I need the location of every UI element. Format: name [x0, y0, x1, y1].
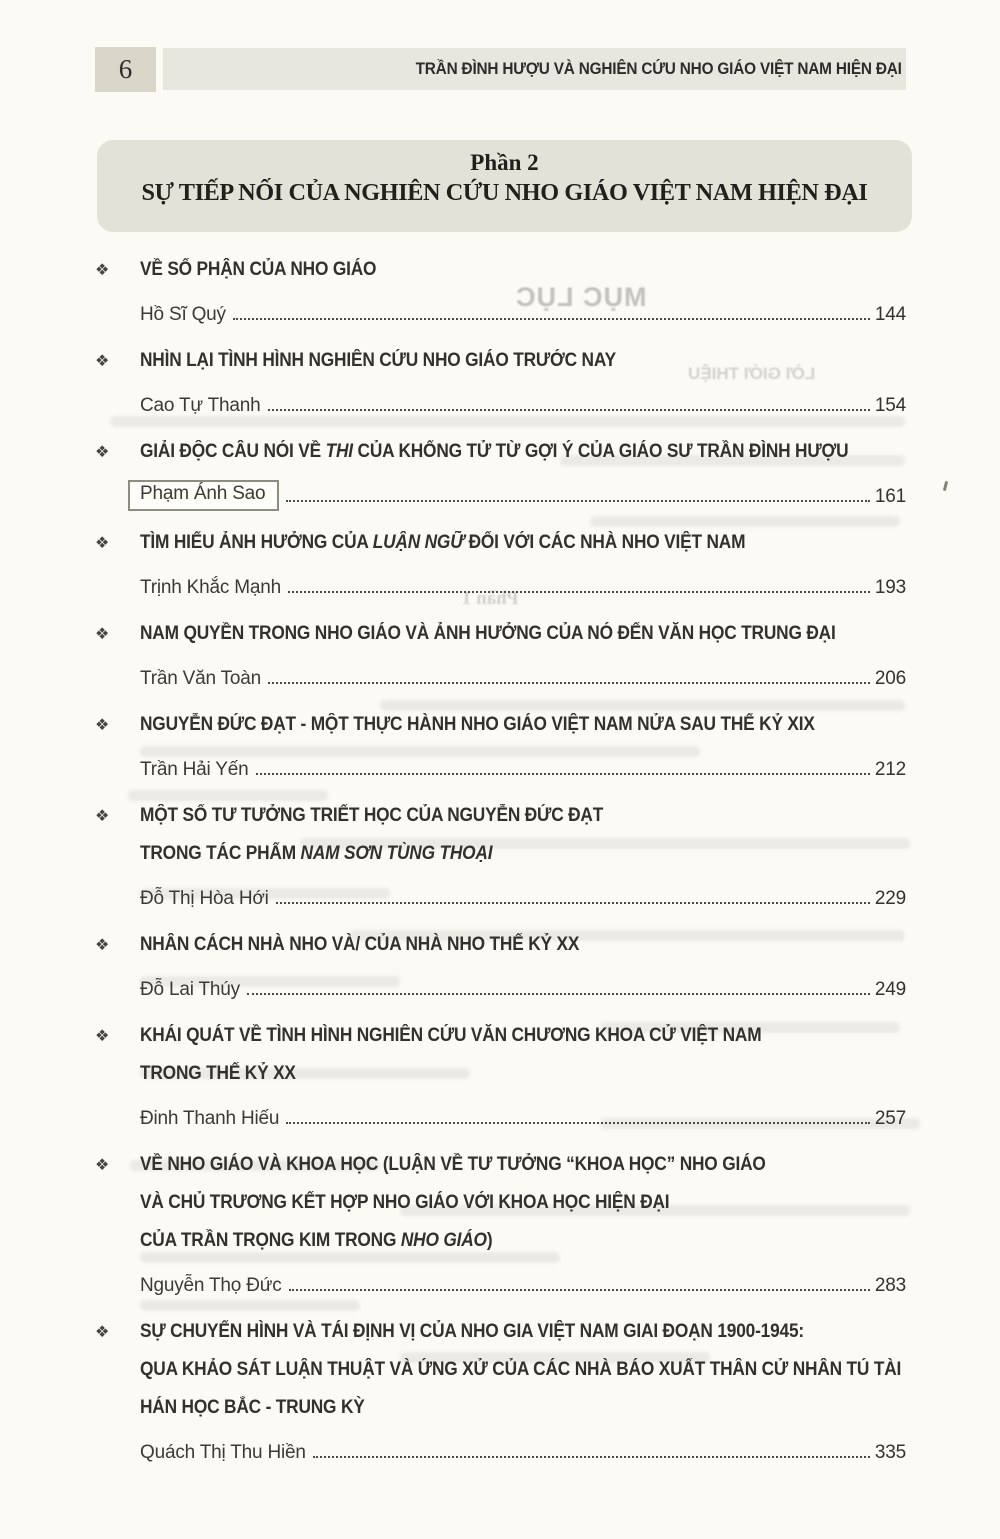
entry-page-number: 335	[874, 1442, 906, 1463]
toc-entry	[95, 433, 906, 511]
entry-page-number: 283	[874, 1275, 906, 1296]
entry-title-segment: VỀ NHO GIÁO VÀ KHOA HỌC (LUẬN VỀ TƯ TƯỞNG “KHOA HỌC” NHO GIÁO	[140, 1154, 766, 1175]
bleed-through-text-loi-gioi-thieu: LỜI GIỚI THIỆU	[688, 364, 816, 383]
entry-title-line	[140, 615, 837, 653]
entry-title-line	[140, 706, 837, 744]
author-name: Nguyễn Thọ Đức	[140, 1275, 282, 1296]
bullet-diamond-icon: ❖	[95, 442, 110, 461]
entry-author-row	[140, 873, 906, 913]
entry-page-number: 193	[874, 577, 906, 598]
bleed-through-text-muc-luc: MỤC LỤC	[515, 282, 647, 312]
toc-entry-body	[140, 797, 906, 913]
author-name: Đinh Thanh Hiếu	[140, 1108, 280, 1129]
entry-title-segment: NHÌN LẠI TÌNH HÌNH NGHIÊN CỨU NHO GIÁO TRƯỚC NAY	[140, 350, 616, 371]
entry-title-line	[140, 1184, 837, 1222]
toc-entry	[95, 797, 906, 913]
dotted-leader	[289, 1289, 870, 1291]
toc-entry-body	[140, 615, 906, 693]
entry-title-line	[140, 1222, 837, 1260]
entry-author-row	[140, 1260, 906, 1300]
entry-page-number: 212	[874, 759, 906, 780]
toc-entry-body	[140, 251, 906, 329]
entry-title-line	[140, 433, 849, 471]
running-header-band	[163, 48, 906, 90]
entry-title-line	[140, 1313, 837, 1351]
entry-title-line	[140, 1146, 837, 1184]
entry-author-row	[140, 289, 906, 329]
entry-title-segment: QUA KHẢO SÁT LUẬN THUẬT VÀ ỨNG XỬ CỦA CÁC NHÀ BÁO XUẤT THÂN CỬ NHÂN TÚ TÀI	[140, 1359, 902, 1380]
entry-author-row	[140, 964, 906, 1004]
toc-entry	[95, 342, 906, 420]
toc-entry	[95, 706, 906, 784]
entry-author-row	[140, 1093, 906, 1133]
bullet-diamond-icon: ❖	[95, 1155, 110, 1174]
author-name-boxed: Phạm Ánh Sao	[128, 480, 279, 511]
dotted-leader	[247, 993, 870, 995]
toc-entry	[95, 524, 906, 602]
entry-page-number: 229	[874, 888, 906, 909]
dotted-leader	[276, 902, 870, 904]
entry-title-segment: ĐỐI VỚI CÁC NHÀ NHO VIỆT NAM	[463, 532, 746, 553]
author-name: Cao Tự Thanh	[140, 395, 261, 416]
toc-entry-body	[140, 1146, 906, 1300]
entry-title-line	[140, 1055, 837, 1093]
entry-page-number: 154	[874, 395, 906, 416]
entry-title-segment: TRONG TÁC PHẨM	[140, 843, 301, 864]
toc-entry	[95, 926, 906, 1004]
entry-title-segment: )	[486, 1230, 493, 1251]
entry-title-segment: GIẢI ĐỘC CÂU NÓI VỀ	[140, 441, 326, 462]
dotted-leader	[313, 1456, 870, 1458]
toc-entry-body	[140, 1017, 906, 1133]
entry-title-italic-segment: NHO GIÁO	[400, 1230, 487, 1251]
dotted-leader	[268, 409, 870, 411]
entry-title-segment: HÁN HỌC BẮC - TRUNG KỲ	[140, 1397, 365, 1418]
running-header-title: TRẦN ĐÌNH HƯỢU VÀ NGHIÊN CỨU NHO GIÁO VIỆT NAM HIỆN ĐẠI	[415, 59, 902, 78]
entry-title-line	[140, 1351, 902, 1389]
entry-title-line	[140, 1017, 837, 1055]
entry-title-segment: NAM QUYỀN TRONG NHO GIÁO VÀ ẢNH HƯỞNG CỦA NÓ ĐẾN VĂN HỌC TRUNG ĐẠI	[140, 623, 836, 644]
entry-title-italic-segment: THI	[325, 441, 353, 462]
entry-author-row	[140, 380, 906, 420]
entry-title-line	[140, 835, 837, 873]
toc-entry	[95, 1017, 906, 1133]
entry-title-line	[140, 524, 837, 562]
entry-author-row	[140, 471, 906, 511]
section-title: SỰ TIẾP NỐI CỦA NGHIÊN CỨU NHO GIÁO VIỆT NAM HIỆN ĐẠI	[141, 179, 868, 206]
toc-entry-body	[140, 433, 906, 511]
author-name: Trịnh Khắc Mạnh	[140, 577, 281, 598]
entry-title-line	[140, 1389, 837, 1427]
part-label: Phần 2	[470, 150, 539, 175]
entry-author-row	[140, 744, 906, 784]
entry-title-segment: SỰ CHUYỂN HÌNH VÀ TÁI ĐỊNH VỊ CỦA NHO GIA VIỆT NAM GIAI ĐOẠN 1900-1945:	[140, 1321, 804, 1342]
toc-entry-body	[140, 524, 906, 602]
toc-entry	[95, 615, 906, 693]
author-name: Trần Văn Toàn	[140, 668, 261, 689]
author-name: Đỗ Thị Hòa Hới	[140, 888, 269, 909]
entry-page-number: 144	[874, 304, 906, 325]
dotted-leader	[286, 500, 869, 502]
toc-entry-body	[140, 1313, 906, 1467]
entry-author-row	[140, 653, 906, 693]
bullet-diamond-icon: ❖	[95, 1026, 110, 1045]
entry-title-line	[140, 926, 837, 964]
dotted-leader	[288, 591, 870, 593]
author-name: Đỗ Lai Thúy	[140, 979, 240, 1000]
entry-title-line	[140, 251, 837, 289]
entry-page-number: 161	[874, 486, 906, 507]
page-number-box	[95, 47, 156, 92]
entry-title-line	[140, 342, 837, 380]
author-name: Hồ Sĩ Quý	[140, 304, 226, 325]
entry-title-segment: NGUYỄN ĐỨC ĐẠT - MỘT THỰC HÀNH NHO GIÁO VIỆT NAM NỬA SAU THẾ KỶ XIX	[140, 714, 815, 735]
bleed-through-text-phan-1: Phần 1	[462, 588, 519, 609]
entry-page-number: 257	[874, 1108, 906, 1129]
entry-title-segment: KHÁI QUÁT VỀ TÌNH HÌNH NGHIÊN CỨU VĂN CHƯƠNG KHOA CỬ VIỆT NAM	[140, 1025, 762, 1046]
bullet-diamond-icon: ❖	[95, 715, 110, 734]
bullet-diamond-icon: ❖	[95, 351, 110, 370]
entry-title-line	[140, 797, 837, 835]
entry-title-segment: CỦA TRẦN TRỌNG KIM TRONG	[140, 1230, 401, 1251]
entry-title-segment: CỦA KHỔNG TỬ TỪ GỢI Ý CỦA GIÁO SƯ TRẦN ĐÌNH HƯỢU	[352, 441, 849, 462]
stray-ink-mark	[943, 481, 948, 491]
author-name: Trần Hải Yến	[140, 759, 249, 780]
entry-title-italic-segment: NAM SƠN TÙNG THOẠI	[300, 843, 493, 864]
bullet-diamond-icon: ❖	[95, 533, 110, 552]
toc-list	[95, 251, 906, 1480]
toc-entry	[95, 251, 906, 329]
dotted-leader	[256, 773, 870, 775]
toc-entry-body	[140, 926, 906, 1004]
dotted-leader	[233, 318, 870, 320]
bullet-diamond-icon: ❖	[95, 624, 110, 643]
bullet-diamond-icon: ❖	[95, 935, 110, 954]
entry-page-number: 206	[874, 668, 906, 689]
entry-author-row	[140, 1427, 906, 1467]
dotted-leader	[268, 682, 870, 684]
entry-page-number: 249	[874, 979, 906, 1000]
toc-entry	[95, 1146, 906, 1300]
page-number: 6	[118, 54, 133, 84]
entry-title-segment: MỘT SỐ TƯ TƯỞNG TRIẾT HỌC CỦA NGUYỄN ĐỨC ĐẠT	[140, 805, 604, 826]
dotted-leader	[286, 1122, 870, 1124]
bullet-diamond-icon: ❖	[95, 806, 110, 825]
author-name: Quách Thị Thu Hiền	[140, 1442, 306, 1463]
entry-title-segment: VỀ SỐ PHẬN CỦA NHO GIÁO	[140, 259, 377, 280]
entry-title-segment: VÀ CHỦ TRƯƠNG KẾT HỢP NHO GIÁO VỚI KHOA HỌC HIỆN ĐẠI	[140, 1192, 670, 1213]
toc-entry-body	[140, 342, 906, 420]
bullet-diamond-icon: ❖	[95, 1322, 110, 1341]
toc-entry	[95, 1313, 906, 1467]
entry-title-italic-segment: LUẬN NGỮ	[372, 532, 464, 553]
entry-author-row	[140, 562, 906, 602]
entry-title-segment: TÌM HIỂU ẢNH HƯỞNG CỦA	[140, 532, 373, 553]
entry-title-segment: TRONG THẾ KỶ XX	[140, 1063, 296, 1084]
entry-title-segment: NHÂN CÁCH NHÀ NHO VÀ/ CỦA NHÀ NHO THẾ KỶ XX	[140, 934, 580, 955]
toc-entry-body	[140, 706, 906, 784]
section-header-box	[97, 140, 912, 232]
bullet-diamond-icon: ❖	[95, 260, 110, 279]
